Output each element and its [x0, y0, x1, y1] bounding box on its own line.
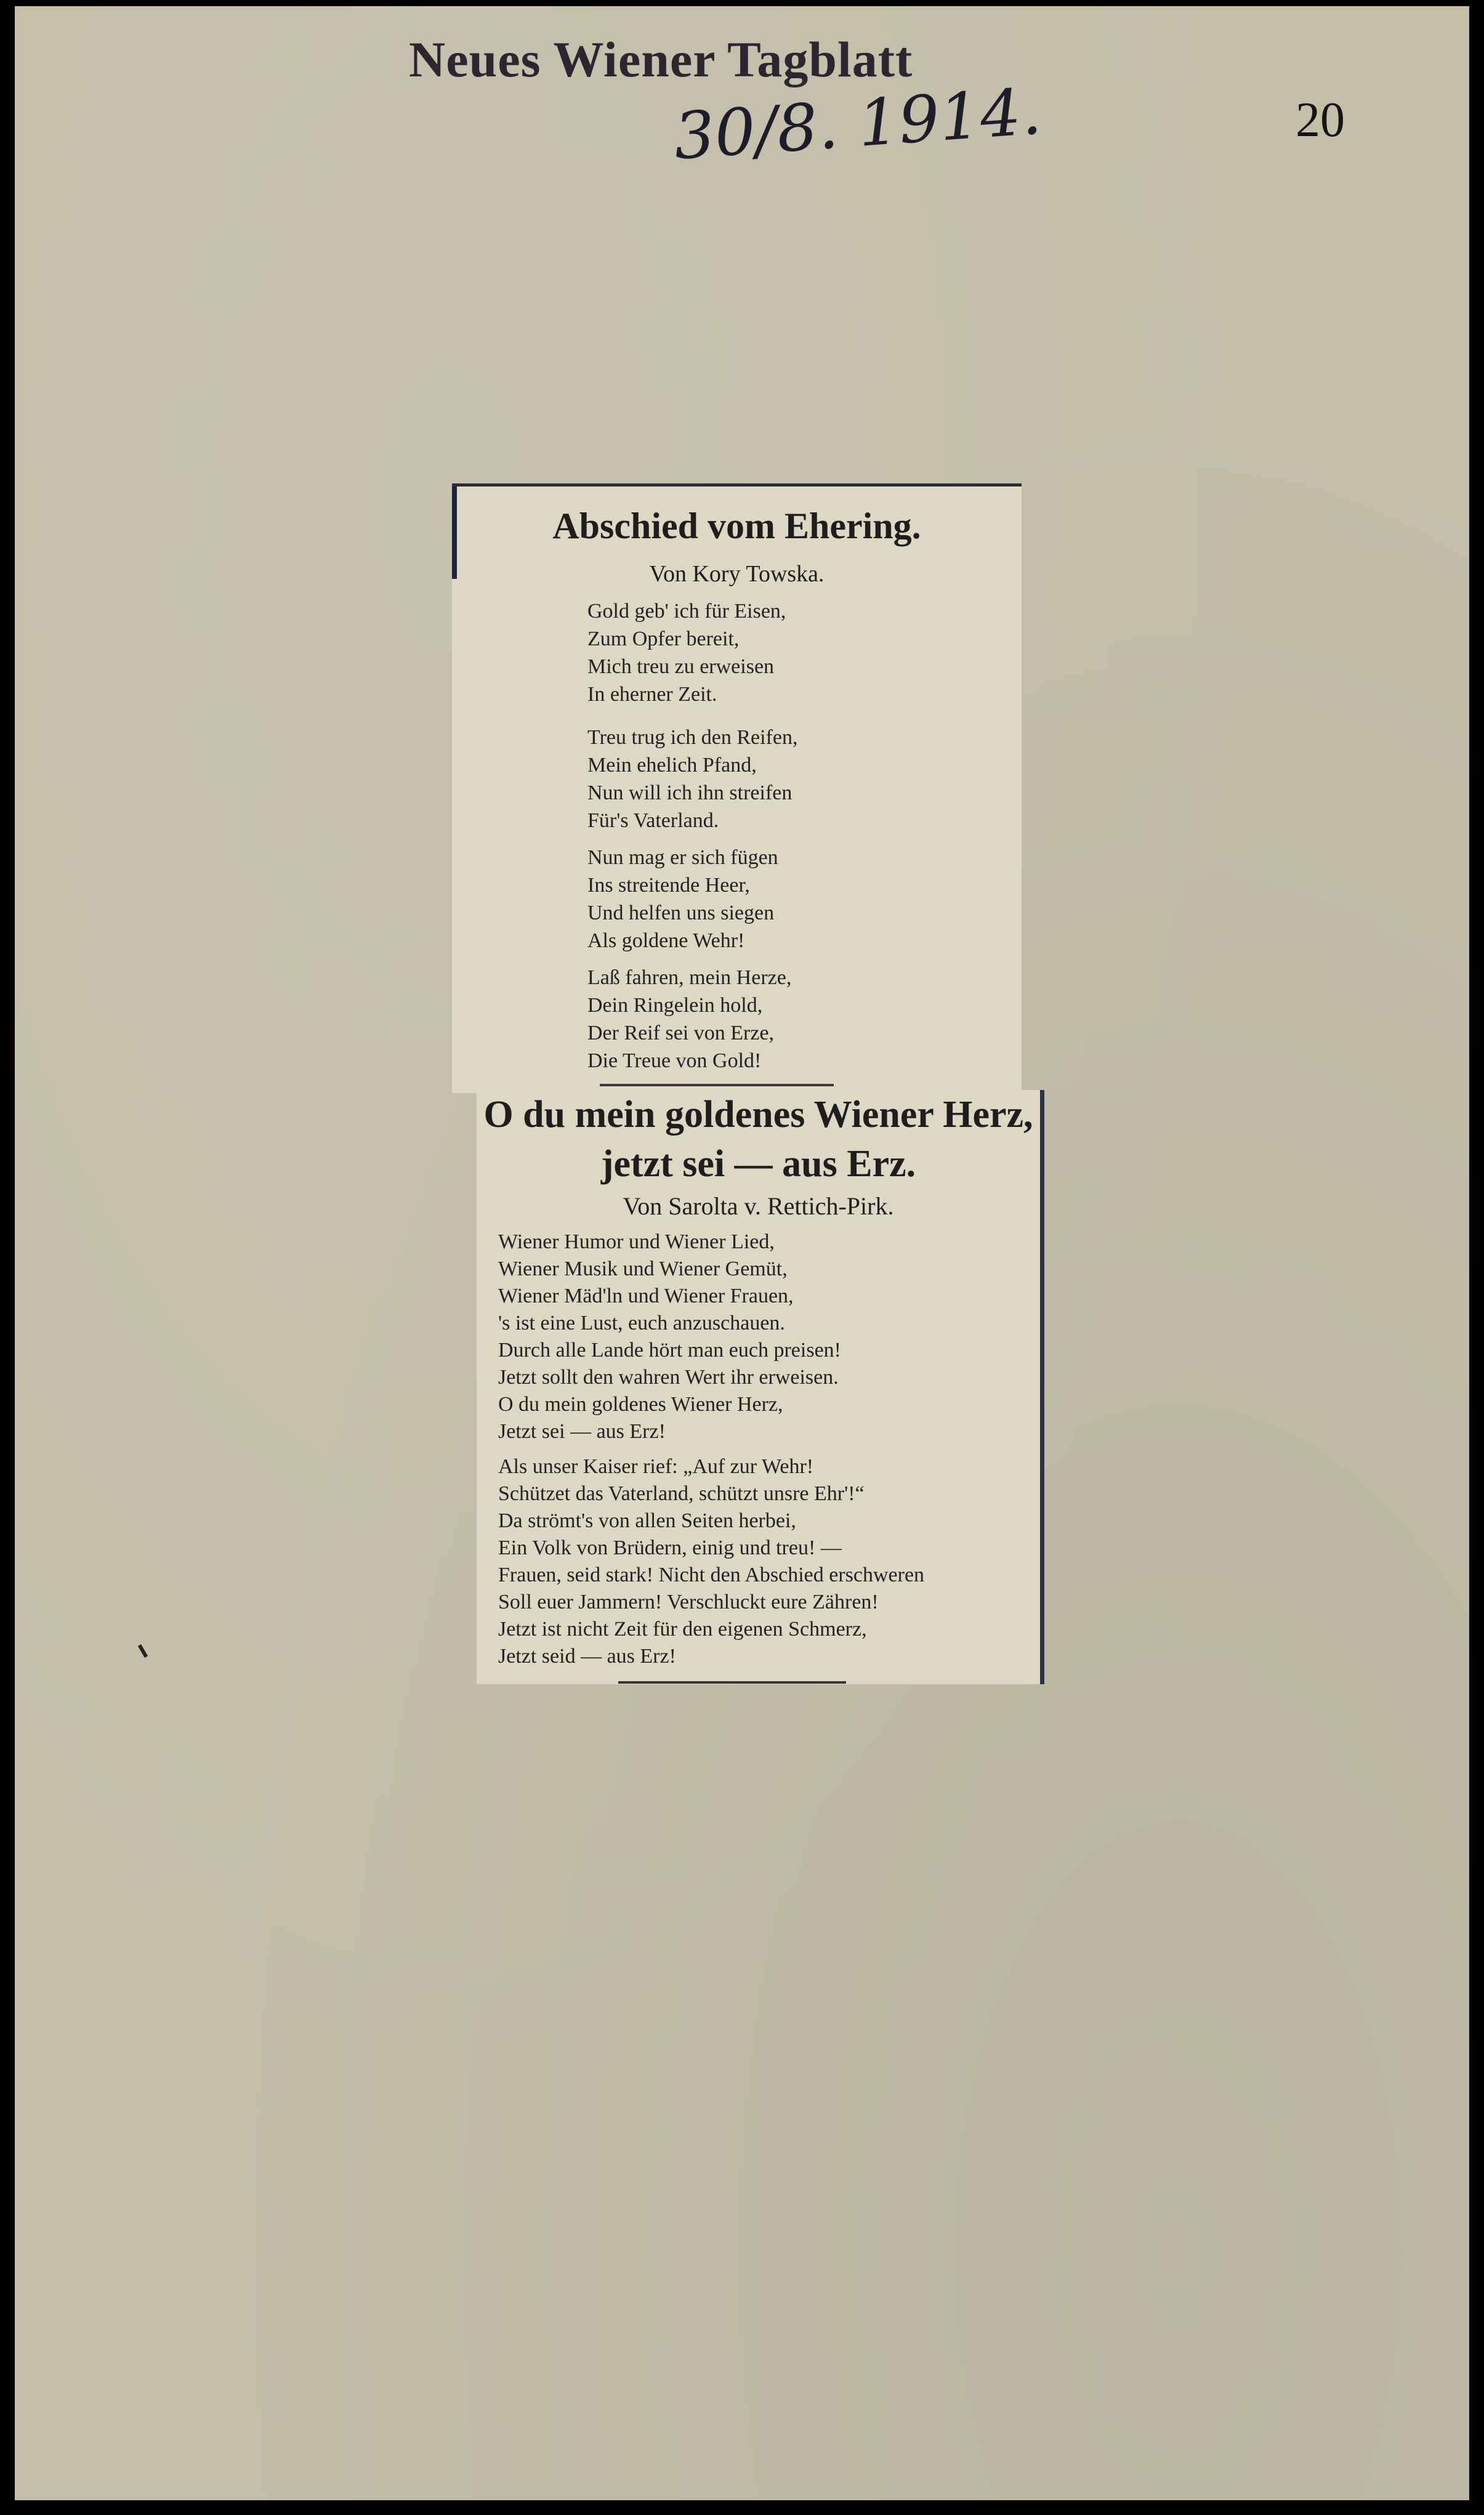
separator-rule	[600, 1084, 834, 1086]
verse-line: 's ist eine Lust, euch anzuschauen.	[498, 1312, 785, 1334]
verse-line: Nun mag er sich fügen	[587, 846, 778, 869]
verse-line: Zum Opfer bereit,	[587, 628, 740, 650]
separator-rule	[618, 1681, 846, 1684]
verse-line: Als goldene Wehr!	[587, 929, 745, 952]
poem2-title-line-2: jetzt sei — aus Erz.	[600, 1143, 916, 1185]
archive-sheet	[15, 6, 1469, 2500]
verse-line: Dein Ringelein hold,	[587, 994, 763, 1017]
verse-line: Der Reif sei von Erze,	[587, 1022, 775, 1044]
poem2-byline: Von Sarolta v. Rettich-Pirk.	[623, 1192, 894, 1220]
verse-line: Nun will ich ihn streifen	[587, 781, 792, 804]
verse-line: Ins streitende Heer,	[587, 874, 750, 897]
clipping-upper-part	[452, 483, 1022, 1093]
newspaper-clipping	[452, 483, 1033, 1684]
verse-line: Durch alle Lande hört man euch preisen!	[498, 1339, 841, 1362]
verse-line: Als unser Kaiser rief: „Auf zur Wehr!	[498, 1455, 814, 1478]
poem1-stanza-3	[587, 844, 778, 955]
verse-line: Treu trug ich den Reifen,	[587, 726, 798, 749]
poem1-stanza-1	[587, 597, 786, 708]
verse-line: Ein Volk von Brüdern, einig und treu! —	[498, 1536, 842, 1559]
verse-line: Die Treue von Gold!	[587, 1049, 762, 1072]
verse-line: Für's Vaterland.	[587, 809, 719, 832]
poem1-byline: Von Kory Towska.	[649, 561, 825, 587]
verse-line: Mich treu zu erweisen	[587, 655, 775, 678]
verse-line: Jetzt ist nicht Zeit für den eigenen Schmerz,	[498, 1618, 867, 1641]
verse-line: Und helfen uns siegen	[587, 902, 775, 924]
poem2-stanza-1	[498, 1229, 841, 1445]
verse-line: O du mein goldenes Wiener Herz,	[498, 1393, 783, 1416]
poem1-stanza-4	[587, 964, 791, 1075]
verse-line: Wiener Mäd'ln und Wiener Frauen,	[498, 1285, 794, 1307]
verse-line: Jetzt seid — aus Erz!	[498, 1645, 676, 1668]
verse-line: Schützet das Vaterland, schützt unsre Ehr'!“	[498, 1482, 865, 1505]
verse-line: Da strömt's von allen Seiten herbei,	[498, 1509, 796, 1532]
verse-line: Mein ehelich Pfand,	[587, 754, 757, 777]
verse-line: Wiener Musik und Wiener Gemüt,	[498, 1258, 788, 1280]
verse-line: Jetzt sei — aus Erz!	[498, 1420, 666, 1443]
verse-line: Laß fahren, mein Herze,	[587, 966, 792, 989]
verse-line: In eherner Zeit.	[587, 683, 717, 706]
page-number: 20	[1296, 93, 1345, 147]
ink-mark	[138, 1644, 148, 1658]
handwritten-date: 30/8. 1914.	[671, 73, 1044, 174]
newspaper-stamp: Neues Wiener Tagblatt	[409, 31, 913, 87]
verse-line: Soll euer Jammern! Verschluckt eure Zähren!	[498, 1591, 879, 1613]
verse-line: Wiener Humor und Wiener Lied,	[498, 1230, 775, 1253]
poem2-stanza-2	[498, 1453, 924, 1670]
verse-line: Frauen, seid stark! Nicht den Abschied erschweren	[498, 1564, 925, 1586]
verse-line: Gold geb' ich für Eisen,	[587, 600, 786, 623]
poem1-stanza-2	[587, 724, 798, 834]
poem2-title-line-1: O du mein goldenes Wiener Herz,	[483, 1094, 1033, 1136]
verse-line: Jetzt sollt den wahren Wert ihr erweisen.	[498, 1366, 839, 1389]
poem1-title: Abschied vom Ehering.	[552, 506, 921, 546]
